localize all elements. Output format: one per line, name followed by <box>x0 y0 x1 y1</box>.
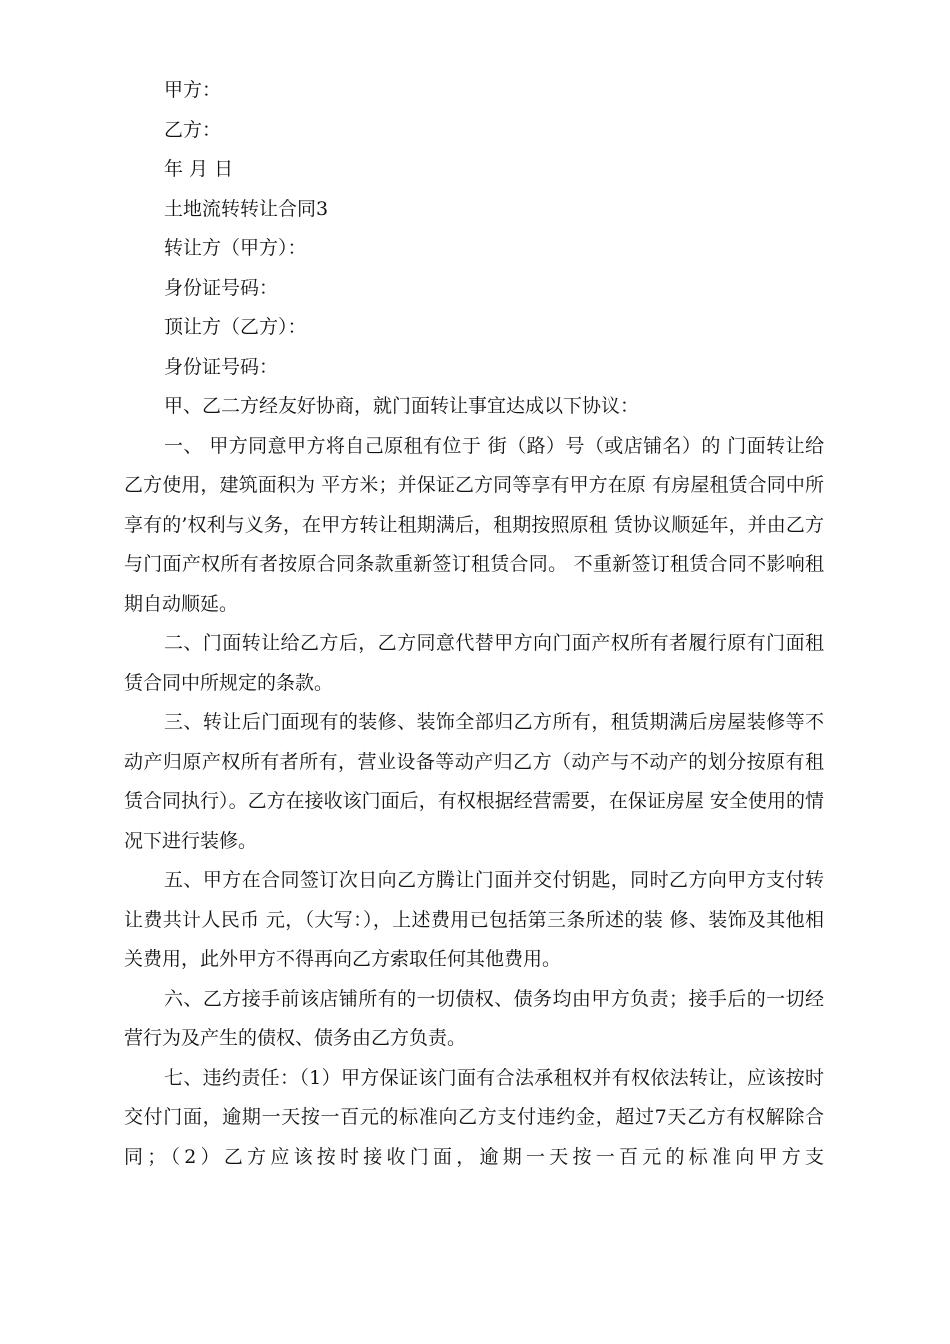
clause-3: 三、转让后门面现有的装修、装饰全部归乙方所有，租赁期满后房屋装修等不动产归原产权所有者所有，营业设备等动产归乙方（动产与不动产的划分按原有租赁合同执行）。乙方在接收该门面后，有权根据经营需要，在保证房屋 安全使用的情况下进行装修。 <box>124 711 824 852</box>
contract-title: 土地流转转让合同3 <box>164 197 329 220</box>
agreement-intro: 甲、乙二方经友好协商，就门面转让事宜达成以下协议： <box>164 395 640 417</box>
transferee-id-line: 身份证号码： <box>164 355 279 378</box>
transferor-line: 转让方（甲方）： <box>164 237 307 259</box>
date-line: 年 月 日 <box>164 158 234 180</box>
clause-5: 五、甲方在合同签订次日向乙方腾让门面并交付钥匙，同时乙方向甲方支付转让费共计人民币 元，（大写：），上述费用已包括第三条所述的装 修、装饰及其他相关费用，此外甲方不得再向乙方索取任何其他费用。 <box>124 869 824 970</box>
clause-6: 六、乙方接手前该店铺所有的一切债权、债务均由甲方负责；接手后的一切经营行为及产生的债权、债务由乙方负责。 <box>124 987 824 1049</box>
party-b-line: 乙方： <box>164 118 222 141</box>
transferor-id-line: 身份证号码： <box>164 276 279 299</box>
clause-7: 七、违约责任：（1）甲方保证该门面有合法承租权并有权依法转让，应该按时交付门面，逾期一天按一百元的标准向乙方支付违约金，超过7天乙方有权解除合同；（2）乙方应该按时接收门面，逾期一天按一百元的标准向甲方支 <box>124 1066 824 1168</box>
clause-1: 一、 甲方同意甲方将自己原租有位于 街（路）号（或店铺名）的 门面转让给乙方使用，建筑面积为 平方米；并保证乙方同等享有甲方在原 有房屋租赁合同中所享有的’权利与义务，在甲方转让租期满后，租期按照原租 赁协议顺延年，并由乙方与门面产权所有者按原合同条款重新签订租赁合同。 不重新签订租赁合同不影响租期自动顺延。 <box>124 434 824 615</box>
document-body <box>124 71 824 1177</box>
party-a-line: 甲方： <box>164 79 222 101</box>
clause-2: 二、门面转让给乙方后，乙方同意代替甲方向门面产权所有者履行原有门面租赁合同中所规定的条款。 <box>124 632 824 694</box>
transferee-line: 顶让方（乙方）： <box>164 316 307 338</box>
